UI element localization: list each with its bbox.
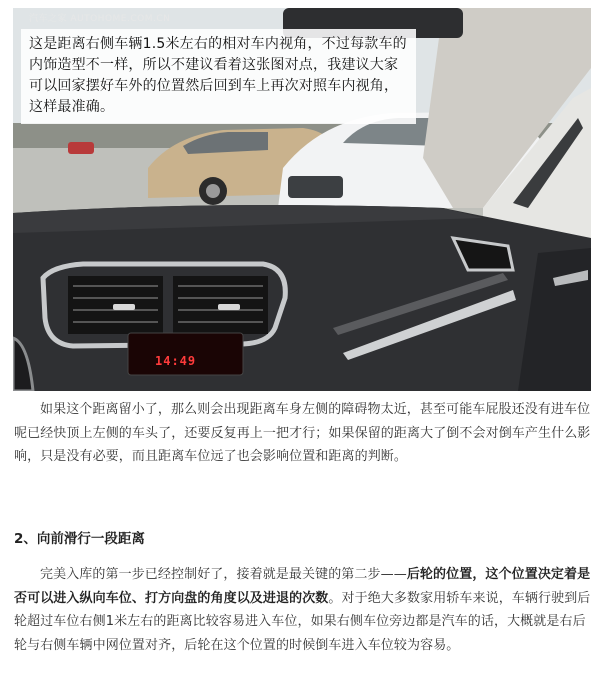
paragraph-2 [14,563,592,657]
paragraph-2-text-a: 完美入库的第一步已经控制好了，接着就是最关键的第二步—— [40,567,407,582]
clock-readout: 14:49 [155,354,197,368]
paragraph-2-text-b: 。对于绝大多数家用轿车来说，车辆行驶到后轮超过车位右侧1米左右的距离比较容易进入车位，如果右侧车位旁边都是汽车的话，大概就是右后轮与右侧车辆中网位置对齐，后轮在这个位置的时候倒车进入车位较为容易。 [14,590,591,653]
paragraph-2-emphasis: 后轮的位置，这个位置决定着是否可以进入纵向车位、打方向盘的角度以及进退的次数 [14,567,591,606]
distant-red-car [68,142,94,154]
white-car-grille [288,176,343,198]
photo-caption-box [21,29,416,124]
photo-watermark: 汽车之家 AUTOHOME.COM.CN [29,14,171,24]
section-heading-2: 2、向前滑行一段距离 [14,531,145,547]
photo-caption: 这是距离右侧车辆1.5米左右的相对车内视角，不过每款车的内饰造型不一样，所以不建议看着这张图对点，我建议大家可以回家摆好车外的位置然后回到车上再次对照车内视角，这样最准确。 [29,36,407,115]
paragraph-1: 如果这个距离留小了，那么则会出现距离车身左侧的障碍物太近，甚至可能车屁股还没有进车位呢已经快顶上左侧的车头了，还要反复再上一把才行；如果保留的距离大了倒不会对倒车产生什么影响，只是没有必要，而且距离车位远了也会影响位置和距离的判断。 [14,402,591,464]
